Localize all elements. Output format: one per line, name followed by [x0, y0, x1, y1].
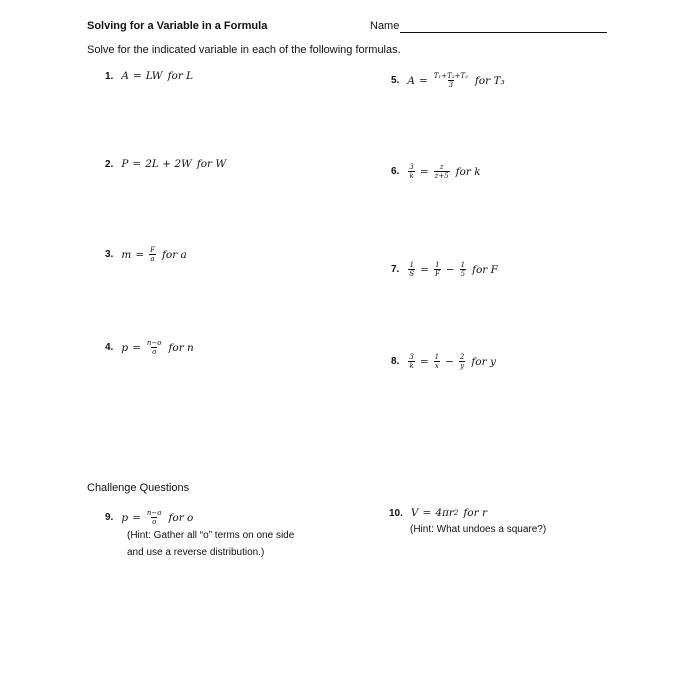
- problem-9: [105, 509, 193, 526]
- fraction: [459, 353, 465, 370]
- problem-1: [105, 70, 193, 82]
- rhs: LW: [145, 70, 163, 82]
- lhs: V: [410, 507, 419, 519]
- denominator: k: [409, 172, 414, 180]
- numerator: 3: [409, 163, 414, 171]
- equals: =: [419, 165, 429, 178]
- denominator: a: [150, 255, 155, 263]
- denominator: k: [409, 362, 414, 370]
- fraction: [146, 339, 163, 356]
- fraction: [434, 353, 440, 370]
- problem-5: [391, 72, 505, 89]
- numerator: T₁+T₂+T₃: [433, 72, 468, 80]
- equals: =: [419, 355, 429, 368]
- fraction: [460, 261, 466, 278]
- problem-number: 5.: [391, 75, 400, 86]
- problem-10: 10. V = 4πr 2 for r: [389, 507, 487, 519]
- lhs: P: [121, 158, 129, 170]
- minus: −: [445, 263, 455, 276]
- equals: =: [422, 507, 432, 519]
- denominator: S: [409, 270, 415, 278]
- denominator: o: [152, 348, 157, 356]
- rhs: 4πr: [435, 507, 454, 519]
- lhs: p: [121, 341, 129, 354]
- fraction: [408, 353, 414, 370]
- equals: =: [132, 158, 142, 170]
- name-label: Name: [370, 20, 400, 32]
- problem-3: [105, 246, 187, 263]
- solve-for: for a: [161, 248, 187, 261]
- problem-number: 8.: [391, 356, 400, 367]
- problem-8: [391, 353, 496, 370]
- solve-for: for W: [196, 158, 227, 170]
- lhs: p: [121, 511, 129, 524]
- fraction: [146, 509, 163, 526]
- numerator: 1: [435, 261, 440, 269]
- fraction: [408, 163, 414, 180]
- denominator: y: [460, 362, 465, 370]
- problem-number: 4.: [105, 342, 114, 353]
- problem-number: 2.: [105, 158, 114, 170]
- lhs: A: [121, 70, 129, 82]
- numerator: F: [150, 246, 155, 254]
- problem-6: [391, 163, 481, 180]
- problem-7: [391, 261, 498, 278]
- denominator: 5: [460, 270, 466, 278]
- equals: =: [418, 74, 428, 87]
- solve-for: for o: [168, 511, 194, 524]
- fraction: [434, 261, 441, 278]
- solve-for: for T₃: [474, 74, 505, 87]
- equals: =: [132, 341, 141, 354]
- numerator: 1: [409, 261, 414, 269]
- problem-number: 3.: [105, 249, 114, 260]
- rhs: 2L + 2W: [145, 158, 192, 170]
- denominator: z+5: [434, 172, 449, 180]
- fraction: [408, 261, 415, 278]
- equals: =: [132, 511, 141, 524]
- numerator: 2: [459, 353, 465, 361]
- solve-for: for F: [472, 263, 498, 276]
- hint-9-line-2: and use a reverse distribution.): [127, 547, 265, 558]
- numerator: n−o: [146, 339, 162, 347]
- problem-number: 1.: [105, 70, 114, 82]
- hint-10: (Hint: What undoes a square?): [410, 524, 547, 535]
- numerator: 3: [409, 353, 414, 361]
- equals: =: [420, 263, 429, 276]
- lhs: m: [121, 248, 132, 261]
- fraction: [433, 72, 469, 89]
- equals: =: [135, 248, 145, 261]
- solve-for: for y: [471, 355, 496, 368]
- lhs: A: [407, 74, 415, 87]
- equals: =: [132, 70, 142, 82]
- problem-number: 9.: [105, 512, 114, 523]
- worksheet-title: Solving for a Variable in a Formula: [87, 20, 268, 32]
- fraction: [434, 163, 450, 180]
- challenge-heading: Challenge Questions: [87, 482, 190, 494]
- problem-number: 7.: [391, 264, 400, 275]
- fraction: [149, 246, 156, 263]
- problem-4: [105, 339, 194, 356]
- numerator: 1: [434, 353, 440, 361]
- solve-for: for k: [455, 165, 481, 178]
- solve-for: for n: [168, 341, 194, 354]
- problem-number: 10.: [389, 507, 403, 519]
- name-blank-line: [400, 32, 607, 33]
- solve-for: for r: [463, 507, 487, 519]
- numerator: n−o: [146, 509, 162, 517]
- numerator: 1: [460, 261, 466, 269]
- minus: −: [445, 355, 454, 368]
- problem-2: [105, 158, 226, 170]
- denominator: o: [152, 518, 157, 526]
- denominator: x: [434, 362, 439, 370]
- hint-9-line-1: (Hint: Gather all “o” terms on one side: [127, 530, 295, 541]
- denominator: F: [434, 270, 440, 278]
- instructions: Solve for the indicated variable in each of the following formulas.: [87, 44, 401, 56]
- numerator: z: [439, 163, 444, 171]
- solve-for: for L: [167, 70, 194, 82]
- problem-number: 6.: [391, 166, 400, 177]
- denominator: 3: [448, 81, 454, 89]
